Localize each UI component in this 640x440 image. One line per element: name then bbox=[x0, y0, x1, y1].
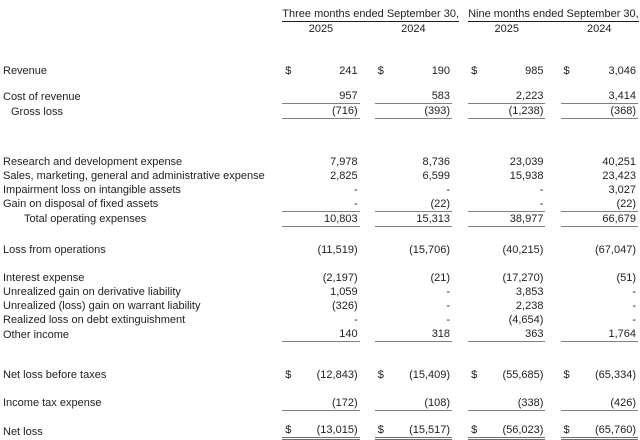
dollar-sign bbox=[282, 243, 298, 257]
year-label: 2025 bbox=[308, 23, 334, 35]
dollar-sign: $ bbox=[471, 368, 478, 381]
period-header-three-months-label: Three months ended September 30, bbox=[282, 8, 460, 20]
row-label: Gain on disposal of fixed assets bbox=[3, 198, 159, 210]
dollar-sign: $ bbox=[471, 65, 478, 77]
dollar-sign bbox=[468, 183, 484, 197]
cell-value: (172) bbox=[298, 396, 359, 411]
period-header-nine-months-label: Nine months ended September 30, bbox=[468, 8, 639, 20]
row-label: Revenue bbox=[3, 65, 48, 77]
dollar-sign bbox=[561, 183, 577, 197]
dollar-sign bbox=[561, 211, 577, 226]
spacer-row bbox=[3, 410, 638, 423]
dollar-sign bbox=[282, 169, 298, 183]
dollar-sign bbox=[561, 285, 577, 299]
table-row bbox=[3, 327, 638, 342]
dollar-sign bbox=[468, 271, 484, 285]
table-row bbox=[3, 183, 638, 197]
year-label: 2024 bbox=[587, 23, 612, 35]
spacer-row bbox=[3, 382, 638, 396]
period-header-nine-months bbox=[468, 7, 638, 22]
cell-value: 583 bbox=[391, 89, 452, 104]
dollar-sign bbox=[282, 396, 298, 411]
cell-value: - bbox=[446, 300, 451, 312]
cell-value: 23,423 bbox=[602, 169, 636, 182]
cell-value: 38,977 bbox=[484, 211, 545, 226]
table-row bbox=[3, 64, 638, 78]
cell-value: (393) bbox=[391, 104, 452, 119]
cell-value: 3,414 bbox=[577, 89, 638, 104]
dollar-sign bbox=[468, 211, 484, 226]
cell-value: (108) bbox=[391, 396, 452, 411]
dollar-sign bbox=[468, 155, 484, 169]
dollar-sign bbox=[375, 183, 391, 197]
cell-value: 140 bbox=[298, 327, 359, 342]
dollar-sign: $ bbox=[563, 368, 570, 381]
row-label: Realized loss on debt extinguishment bbox=[3, 314, 186, 326]
cell-value: - bbox=[446, 286, 451, 298]
dollar-sign: $ bbox=[561, 423, 577, 439]
cell-value: (15,706) bbox=[409, 244, 451, 256]
dollar-sign bbox=[468, 285, 484, 299]
cell-value: 957 bbox=[298, 89, 359, 104]
row-label: Income tax expense bbox=[3, 397, 102, 409]
cell-value: (56,023) bbox=[484, 423, 545, 439]
dollar-sign bbox=[282, 197, 298, 212]
cell-value: 15,938 bbox=[509, 169, 544, 182]
row-label: Net loss before taxes bbox=[3, 368, 107, 381]
table-row bbox=[3, 423, 638, 439]
dollar-sign bbox=[561, 299, 577, 313]
cell-value: (55,685) bbox=[502, 368, 544, 381]
dollar-sign bbox=[282, 104, 298, 119]
cell-value: 3,027 bbox=[608, 183, 636, 196]
dollar-sign bbox=[561, 89, 577, 104]
dollar-sign bbox=[468, 396, 484, 411]
spacer-row bbox=[3, 36, 638, 64]
cell-value: - bbox=[539, 183, 544, 196]
cell-value: (11,519) bbox=[317, 244, 358, 256]
dollar-sign: $ bbox=[375, 423, 391, 439]
row-label: Total operating expenses bbox=[24, 213, 147, 225]
dollar-sign bbox=[375, 243, 391, 257]
dollar-sign bbox=[561, 313, 577, 327]
dollar-sign: $ bbox=[468, 423, 484, 439]
year-label: 2025 bbox=[494, 23, 520, 35]
dollar-sign bbox=[375, 211, 391, 226]
dollar-sign bbox=[468, 299, 484, 313]
dollar-sign bbox=[282, 327, 298, 342]
dollar-sign bbox=[561, 155, 577, 169]
year-label: 2024 bbox=[401, 23, 426, 35]
row-label: Impairment loss on intangible assets bbox=[3, 183, 181, 196]
dollar-sign bbox=[468, 104, 484, 119]
table-row bbox=[3, 299, 638, 313]
dollar-sign bbox=[561, 271, 577, 285]
table-row bbox=[3, 89, 638, 104]
dollar-sign: $ bbox=[285, 65, 292, 77]
period-header-three-months bbox=[282, 7, 460, 22]
cell-value: 66,679 bbox=[577, 211, 638, 226]
spacer-row bbox=[3, 342, 638, 368]
dollar-sign bbox=[561, 197, 577, 212]
cell-value: - bbox=[632, 300, 636, 312]
dollar-sign bbox=[468, 197, 484, 212]
cell-value: 3,046 bbox=[608, 65, 636, 77]
row-label: Sales, marketing, general and administrative expense bbox=[3, 169, 265, 182]
dollar-sign bbox=[375, 155, 391, 169]
spacer-row bbox=[3, 226, 638, 243]
cell-value: (1,238) bbox=[484, 104, 545, 119]
dollar-sign bbox=[561, 327, 577, 342]
cell-value: - bbox=[298, 197, 359, 212]
table-row bbox=[3, 169, 638, 183]
cell-value: (13,015) bbox=[298, 423, 359, 439]
dollar-sign bbox=[561, 169, 577, 183]
dollar-sign bbox=[468, 243, 484, 257]
cell-value: (22) bbox=[391, 197, 452, 212]
year-header-row bbox=[3, 22, 638, 36]
cell-value: 1,764 bbox=[577, 327, 638, 342]
cell-value: 2,223 bbox=[484, 89, 545, 104]
table-row bbox=[3, 271, 638, 285]
cell-value: 40,251 bbox=[602, 155, 636, 168]
cell-value: (338) bbox=[484, 396, 545, 411]
cell-value: 15,313 bbox=[391, 211, 452, 226]
dollar-sign bbox=[375, 89, 391, 104]
dollar-sign bbox=[375, 313, 391, 327]
cell-value: 318 bbox=[391, 327, 452, 342]
cell-value: - bbox=[632, 286, 636, 298]
dollar-sign bbox=[282, 155, 298, 169]
cell-value: 985 bbox=[525, 65, 544, 77]
row-label: Gross loss bbox=[11, 105, 63, 118]
income-statement-table bbox=[3, 7, 638, 440]
spacer-row bbox=[3, 257, 638, 271]
table-row bbox=[3, 104, 638, 119]
table-row bbox=[3, 197, 638, 212]
cell-value: (65,334) bbox=[595, 368, 636, 381]
dollar-sign: $ bbox=[377, 368, 384, 381]
header-label-spacer bbox=[3, 7, 282, 22]
dollar-sign bbox=[282, 89, 298, 104]
dollar-sign bbox=[561, 396, 577, 411]
dollar-sign bbox=[375, 299, 391, 313]
row-label: Net loss bbox=[3, 425, 43, 438]
cell-value: (17,270) bbox=[502, 272, 544, 284]
cell-value: 3,853 bbox=[515, 286, 544, 298]
cell-value: 7,978 bbox=[330, 155, 358, 168]
cell-value: (716) bbox=[298, 104, 359, 119]
dollar-sign bbox=[561, 104, 577, 119]
period-header-row bbox=[3, 7, 638, 22]
dollar-sign: $ bbox=[285, 368, 292, 381]
table-row bbox=[3, 313, 638, 327]
spacer-row bbox=[3, 78, 638, 89]
cell-value: - bbox=[446, 314, 451, 326]
cell-value: 363 bbox=[484, 327, 545, 342]
dollar-sign bbox=[282, 271, 298, 285]
dollar-sign bbox=[468, 169, 484, 183]
cell-value: - bbox=[632, 314, 636, 326]
cell-value: (40,215) bbox=[502, 244, 544, 256]
cell-value: - bbox=[353, 314, 358, 326]
cell-value: - bbox=[446, 183, 451, 196]
dollar-sign bbox=[282, 313, 298, 327]
dollar-sign bbox=[468, 89, 484, 104]
cell-value: (15,409) bbox=[409, 368, 451, 381]
cell-value: - bbox=[353, 183, 358, 196]
cell-value: 241 bbox=[339, 65, 358, 77]
dollar-sign bbox=[375, 104, 391, 119]
cell-value: 10,803 bbox=[298, 211, 359, 226]
cell-value: (4,654) bbox=[508, 314, 544, 326]
table-row bbox=[3, 285, 638, 299]
dollar-sign bbox=[375, 197, 391, 212]
dollar-sign: $ bbox=[563, 65, 570, 77]
cell-value: (426) bbox=[577, 396, 638, 411]
cell-value: - bbox=[484, 197, 545, 212]
spacer-row bbox=[3, 119, 638, 155]
cell-value: (326) bbox=[331, 300, 358, 312]
cell-value: 2,825 bbox=[330, 169, 358, 182]
dollar-sign: $ bbox=[282, 423, 298, 439]
dollar-sign: $ bbox=[377, 65, 384, 77]
row-label: Interest expense bbox=[3, 272, 85, 284]
dollar-sign bbox=[282, 299, 298, 313]
cell-value: 1,059 bbox=[330, 286, 358, 298]
row-label: Loss from operations bbox=[3, 244, 106, 256]
cell-value: 6,599 bbox=[422, 169, 451, 182]
dollar-sign bbox=[375, 327, 391, 342]
row-label: Research and development expense bbox=[3, 155, 183, 168]
table-row bbox=[3, 155, 638, 169]
cell-value: (67,047) bbox=[595, 244, 636, 256]
table-row bbox=[3, 243, 638, 257]
cell-value: (368) bbox=[577, 104, 638, 119]
cell-value: 190 bbox=[431, 65, 451, 77]
table-row bbox=[3, 211, 638, 226]
dollar-sign bbox=[375, 285, 391, 299]
row-label: Other income bbox=[3, 328, 70, 341]
dollar-sign bbox=[375, 169, 391, 183]
row-label: Unrealized gain on derivative liability bbox=[3, 286, 181, 298]
dollar-sign bbox=[375, 271, 391, 285]
dollar-sign bbox=[282, 183, 298, 197]
cell-value: 2,238 bbox=[515, 300, 544, 312]
dollar-sign bbox=[282, 285, 298, 299]
row-label: Cost of revenue bbox=[3, 90, 81, 103]
cell-value: (2,197) bbox=[322, 272, 358, 284]
dollar-sign bbox=[282, 211, 298, 226]
cell-value: (21) bbox=[430, 272, 451, 284]
cell-value: (12,843) bbox=[316, 368, 358, 381]
dollar-sign bbox=[468, 313, 484, 327]
cell-value: 8,736 bbox=[422, 155, 451, 168]
dollar-sign bbox=[375, 396, 391, 411]
dollar-sign bbox=[468, 327, 484, 342]
table-row bbox=[3, 396, 638, 411]
dollar-sign bbox=[561, 243, 577, 257]
cell-value: (22) bbox=[577, 197, 638, 212]
cell-value: (65,760) bbox=[577, 423, 638, 439]
cell-value: (51) bbox=[616, 272, 636, 284]
cell-value: 23,039 bbox=[509, 155, 544, 168]
row-label: Unrealized (loss) gain on warrant liability bbox=[3, 300, 201, 312]
cell-value: (15,517) bbox=[391, 423, 452, 439]
table-row bbox=[3, 368, 638, 382]
